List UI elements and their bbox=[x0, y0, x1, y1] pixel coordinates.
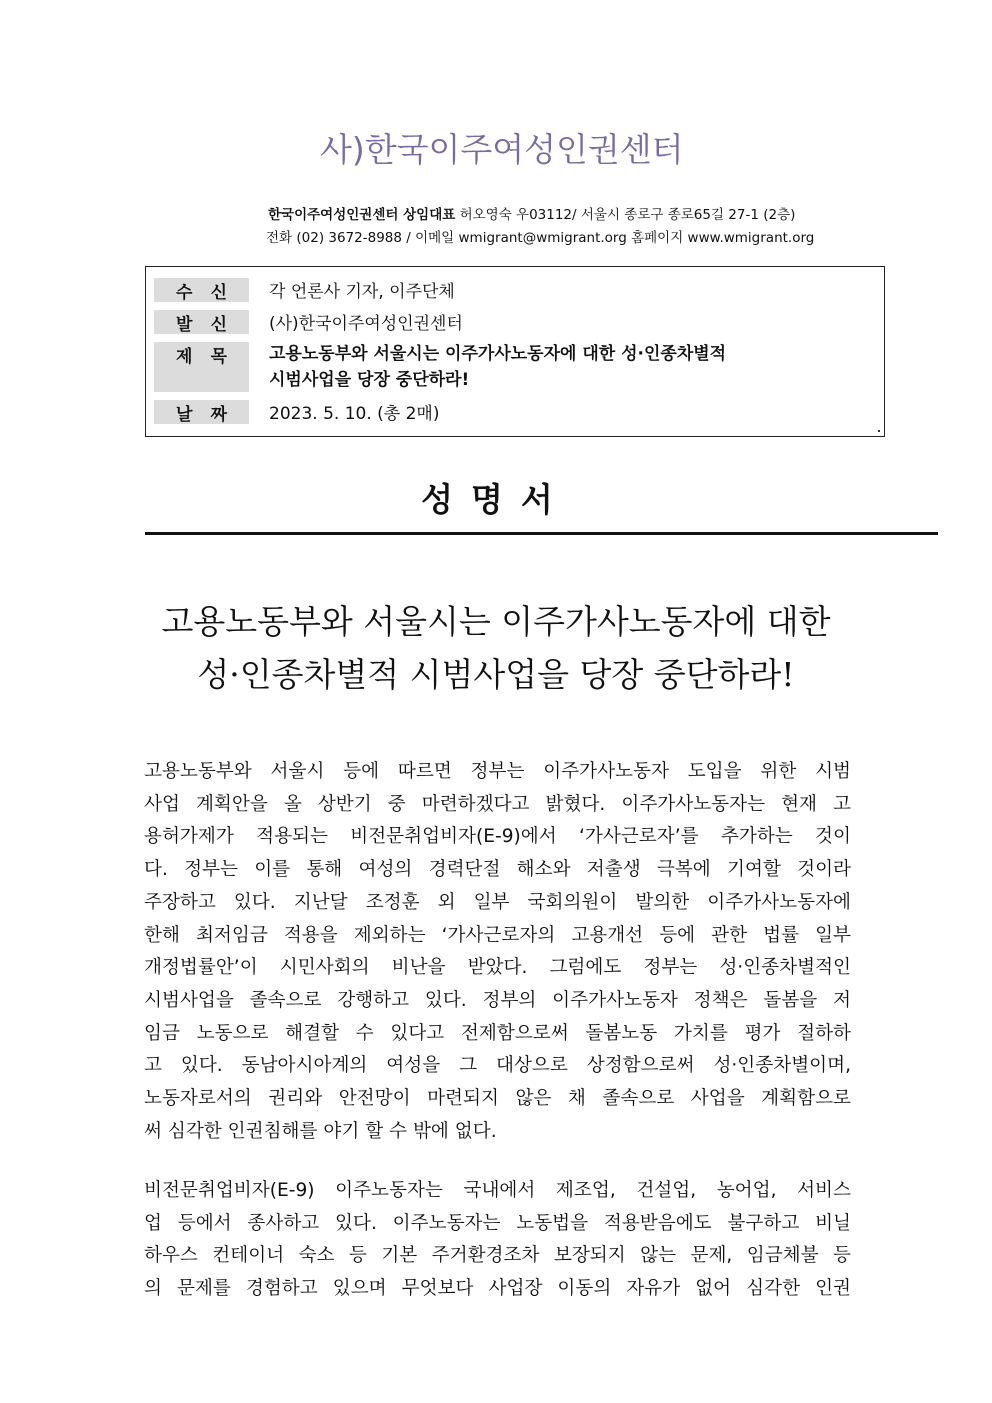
body-line: 하우스 컨테이너 숙소 등 기본 주거환경조차 보장되지 않는 문제, 임금체불 등 bbox=[144, 1245, 851, 1266]
sender-value: (사)한국이주여성인권센터 bbox=[269, 314, 463, 334]
headline-line-2: 성·인종차별적 시범사업을 당장 중단하라! bbox=[197, 655, 795, 694]
contact-address-line bbox=[268, 203, 795, 223]
subject-label-char-1: 제 bbox=[176, 347, 193, 367]
body-line: 고용노동부와 서울시 등에 따르면 정부는 이주가사노동자 도입을 위한 시범 bbox=[144, 761, 851, 782]
contact-phone-email-line: 전화 (02) 3672-8988 / 이메일 wmigrant@wmigrant.org 홈페이지 www.wmigrant.org bbox=[266, 230, 815, 246]
organization-logo bbox=[312, 118, 682, 176]
body-line: 시범사업을 졸속으로 강행하고 있다. 정부의 이주가사노동자 정책은 돌봄을 저 bbox=[144, 989, 851, 1011]
body-line: 고 있다. 동남아시아계의 여성을 그 대상으로 상정함으로써 성·인종차별이며, bbox=[144, 1055, 851, 1077]
corner-dot bbox=[878, 430, 880, 432]
subject-label bbox=[154, 342, 249, 392]
subject-line-2: 시범사업을 당장 중단하라! bbox=[269, 370, 470, 390]
date-label-char-1: 날 bbox=[176, 404, 193, 425]
body-line: 다. 정부는 이를 통해 여성의 경력단절 해소와 저출생 극복에 기여할 것이라 bbox=[144, 859, 851, 881]
body-line: 의 문제를 경험하고 있으며 무엇보다 사업장 이동의 자유가 없어 심각한 인권 bbox=[144, 1277, 851, 1299]
press-release-info-box bbox=[145, 266, 885, 437]
logo-text: 사)한국이주여성인권센터 bbox=[320, 129, 684, 169]
subject-value bbox=[269, 341, 726, 393]
body-line: 사업 계획안을 올 상반기 중 마련하겠다고 밝혔다. 이주가사노동자는 현재 고 bbox=[144, 793, 851, 815]
subject-line-1: 고용노동부와 서울시는 이주가사노동자에 대한 성·인종차별적 bbox=[269, 344, 727, 364]
sender-label bbox=[154, 310, 249, 334]
subject-label-char-2: 목 bbox=[210, 347, 227, 367]
headline-line-1: 고용노동부와 서울시는 이주가사노동자에 대한 bbox=[161, 602, 831, 641]
body-line: 업 등에서 종사하고 있다. 이주노동자는 노동법을 적용받음에도 불구하고 비닐 bbox=[144, 1212, 851, 1234]
body-line: 비전문취업비자(E-9) 이주노동자는 국내에서 제조업, 건설업, 농어업, 서비스 bbox=[144, 1180, 851, 1201]
date-label-char-2: 짜 bbox=[210, 404, 227, 425]
sender-label-char-2: 신 bbox=[210, 314, 227, 335]
body-line: 개정법률안’이 시민사회의 비난을 받았다. 그럼에도 정부는 성·인종차별적인 bbox=[144, 957, 851, 979]
statement-title: 성명서 bbox=[421, 480, 571, 519]
body-line: 써 심각한 인권침해를 야기 할 수 밖에 없다. bbox=[144, 1120, 497, 1142]
date-row bbox=[154, 399, 439, 424]
sender-label-char-1: 발 bbox=[176, 314, 193, 335]
contact-organization: 한국이주여성인권센터 상임대표 bbox=[268, 207, 456, 223]
date-label bbox=[154, 400, 249, 424]
recipient-value: 각 언론사 기자, 이주단체 bbox=[269, 282, 455, 302]
body-line: 한해 최저임금 적용을 제외하는 ‘가사근로자의 고용개선 등에 관한 법률 일부 bbox=[144, 924, 851, 946]
body-line: 주장하고 있다. 지난달 조정훈 외 일부 국회의원이 발의한 이주가사노동자에 bbox=[144, 891, 851, 913]
contact-address: 허오영숙 우03112/ 서울시 종로구 종로65길 27-1 (2층) bbox=[459, 207, 796, 223]
subject-row bbox=[154, 341, 726, 393]
date-value: 2023. 5. 10. (총 2매) bbox=[269, 404, 440, 424]
recipient-row bbox=[154, 277, 455, 302]
body-line: 노동자로서의 권리와 안전망이 마련되지 않은 채 졸속으로 사업을 계획함으로 bbox=[144, 1088, 851, 1109]
recipient-label-char-1: 수 bbox=[176, 282, 193, 303]
title-divider bbox=[145, 532, 938, 535]
recipient-label-char-2: 신 bbox=[210, 282, 227, 303]
body-line: 임금 노동으로 해결할 수 있다고 전제함으로써 돌봄노동 가치를 평가 절하하 bbox=[144, 1022, 851, 1044]
recipient-label bbox=[154, 278, 249, 302]
body-line: 용허가제가 적용되는 비전문취업비자(E-9)에서 ‘가사근로자’를 추가하는 것이 bbox=[144, 826, 851, 848]
sender-row bbox=[154, 309, 463, 334]
